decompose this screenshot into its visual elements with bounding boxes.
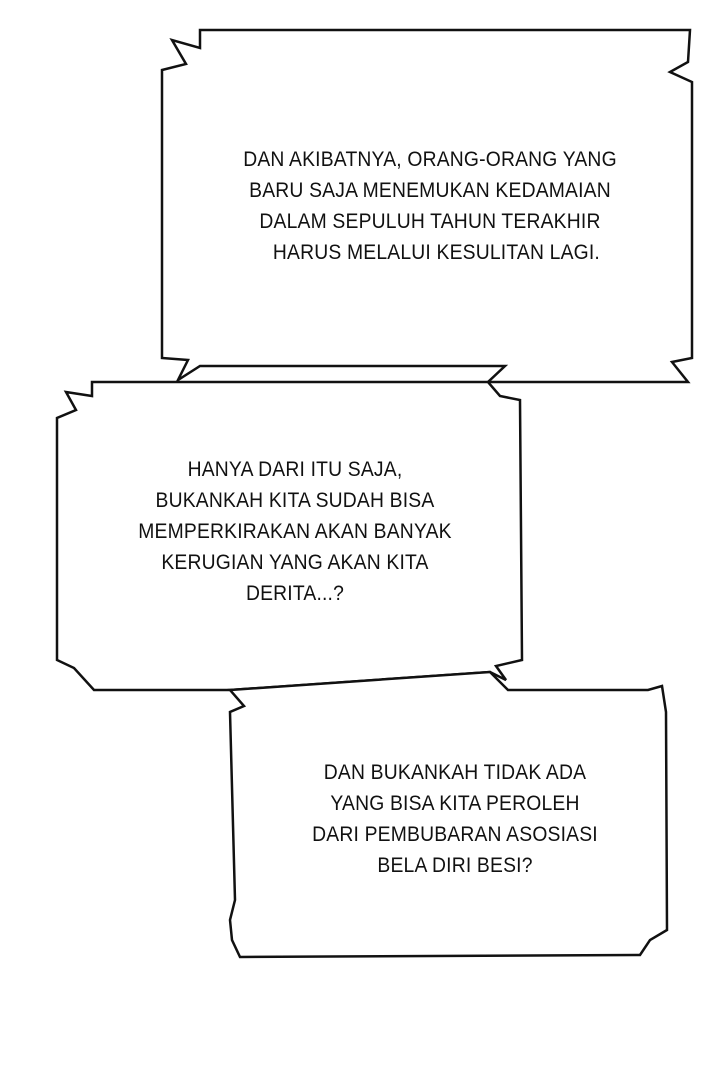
text-line: HARUS MELALUI KESULITAN LAGI. bbox=[272, 241, 600, 264]
text-line: BARU SAJA MENEMUKAN KEDAMAIAN bbox=[249, 179, 611, 202]
text-line: DAN AKIBATNYA, ORANG-ORANG YANG bbox=[243, 148, 617, 171]
text-line: DERITA...? bbox=[245, 582, 345, 605]
narration-text-3 bbox=[280, 757, 630, 881]
text-line: DARI PEMBUBARAN ASOSIASI bbox=[312, 823, 598, 846]
narration-text-1 bbox=[218, 144, 641, 268]
text-line: DALAM SEPULUH TAHUN TERAKHIR bbox=[259, 210, 601, 233]
narration-text-2 bbox=[106, 454, 483, 609]
text-line: MEMPERKIRAKAN AKAN BANYAK bbox=[138, 520, 452, 543]
text-line: KERUGIAN YANG AKAN KITA bbox=[161, 551, 429, 574]
text-line: YANG BISA KITA PEROLEH bbox=[330, 792, 580, 815]
text-line: DAN BUKANKAH TIDAK ADA bbox=[323, 761, 587, 784]
text-line: BUKANKAH KITA SUDAH BISA bbox=[155, 489, 435, 512]
text-line: BELA DIRI BESI? bbox=[377, 854, 533, 877]
text-line: HANYA DARI ITU SAJA, bbox=[187, 458, 403, 481]
